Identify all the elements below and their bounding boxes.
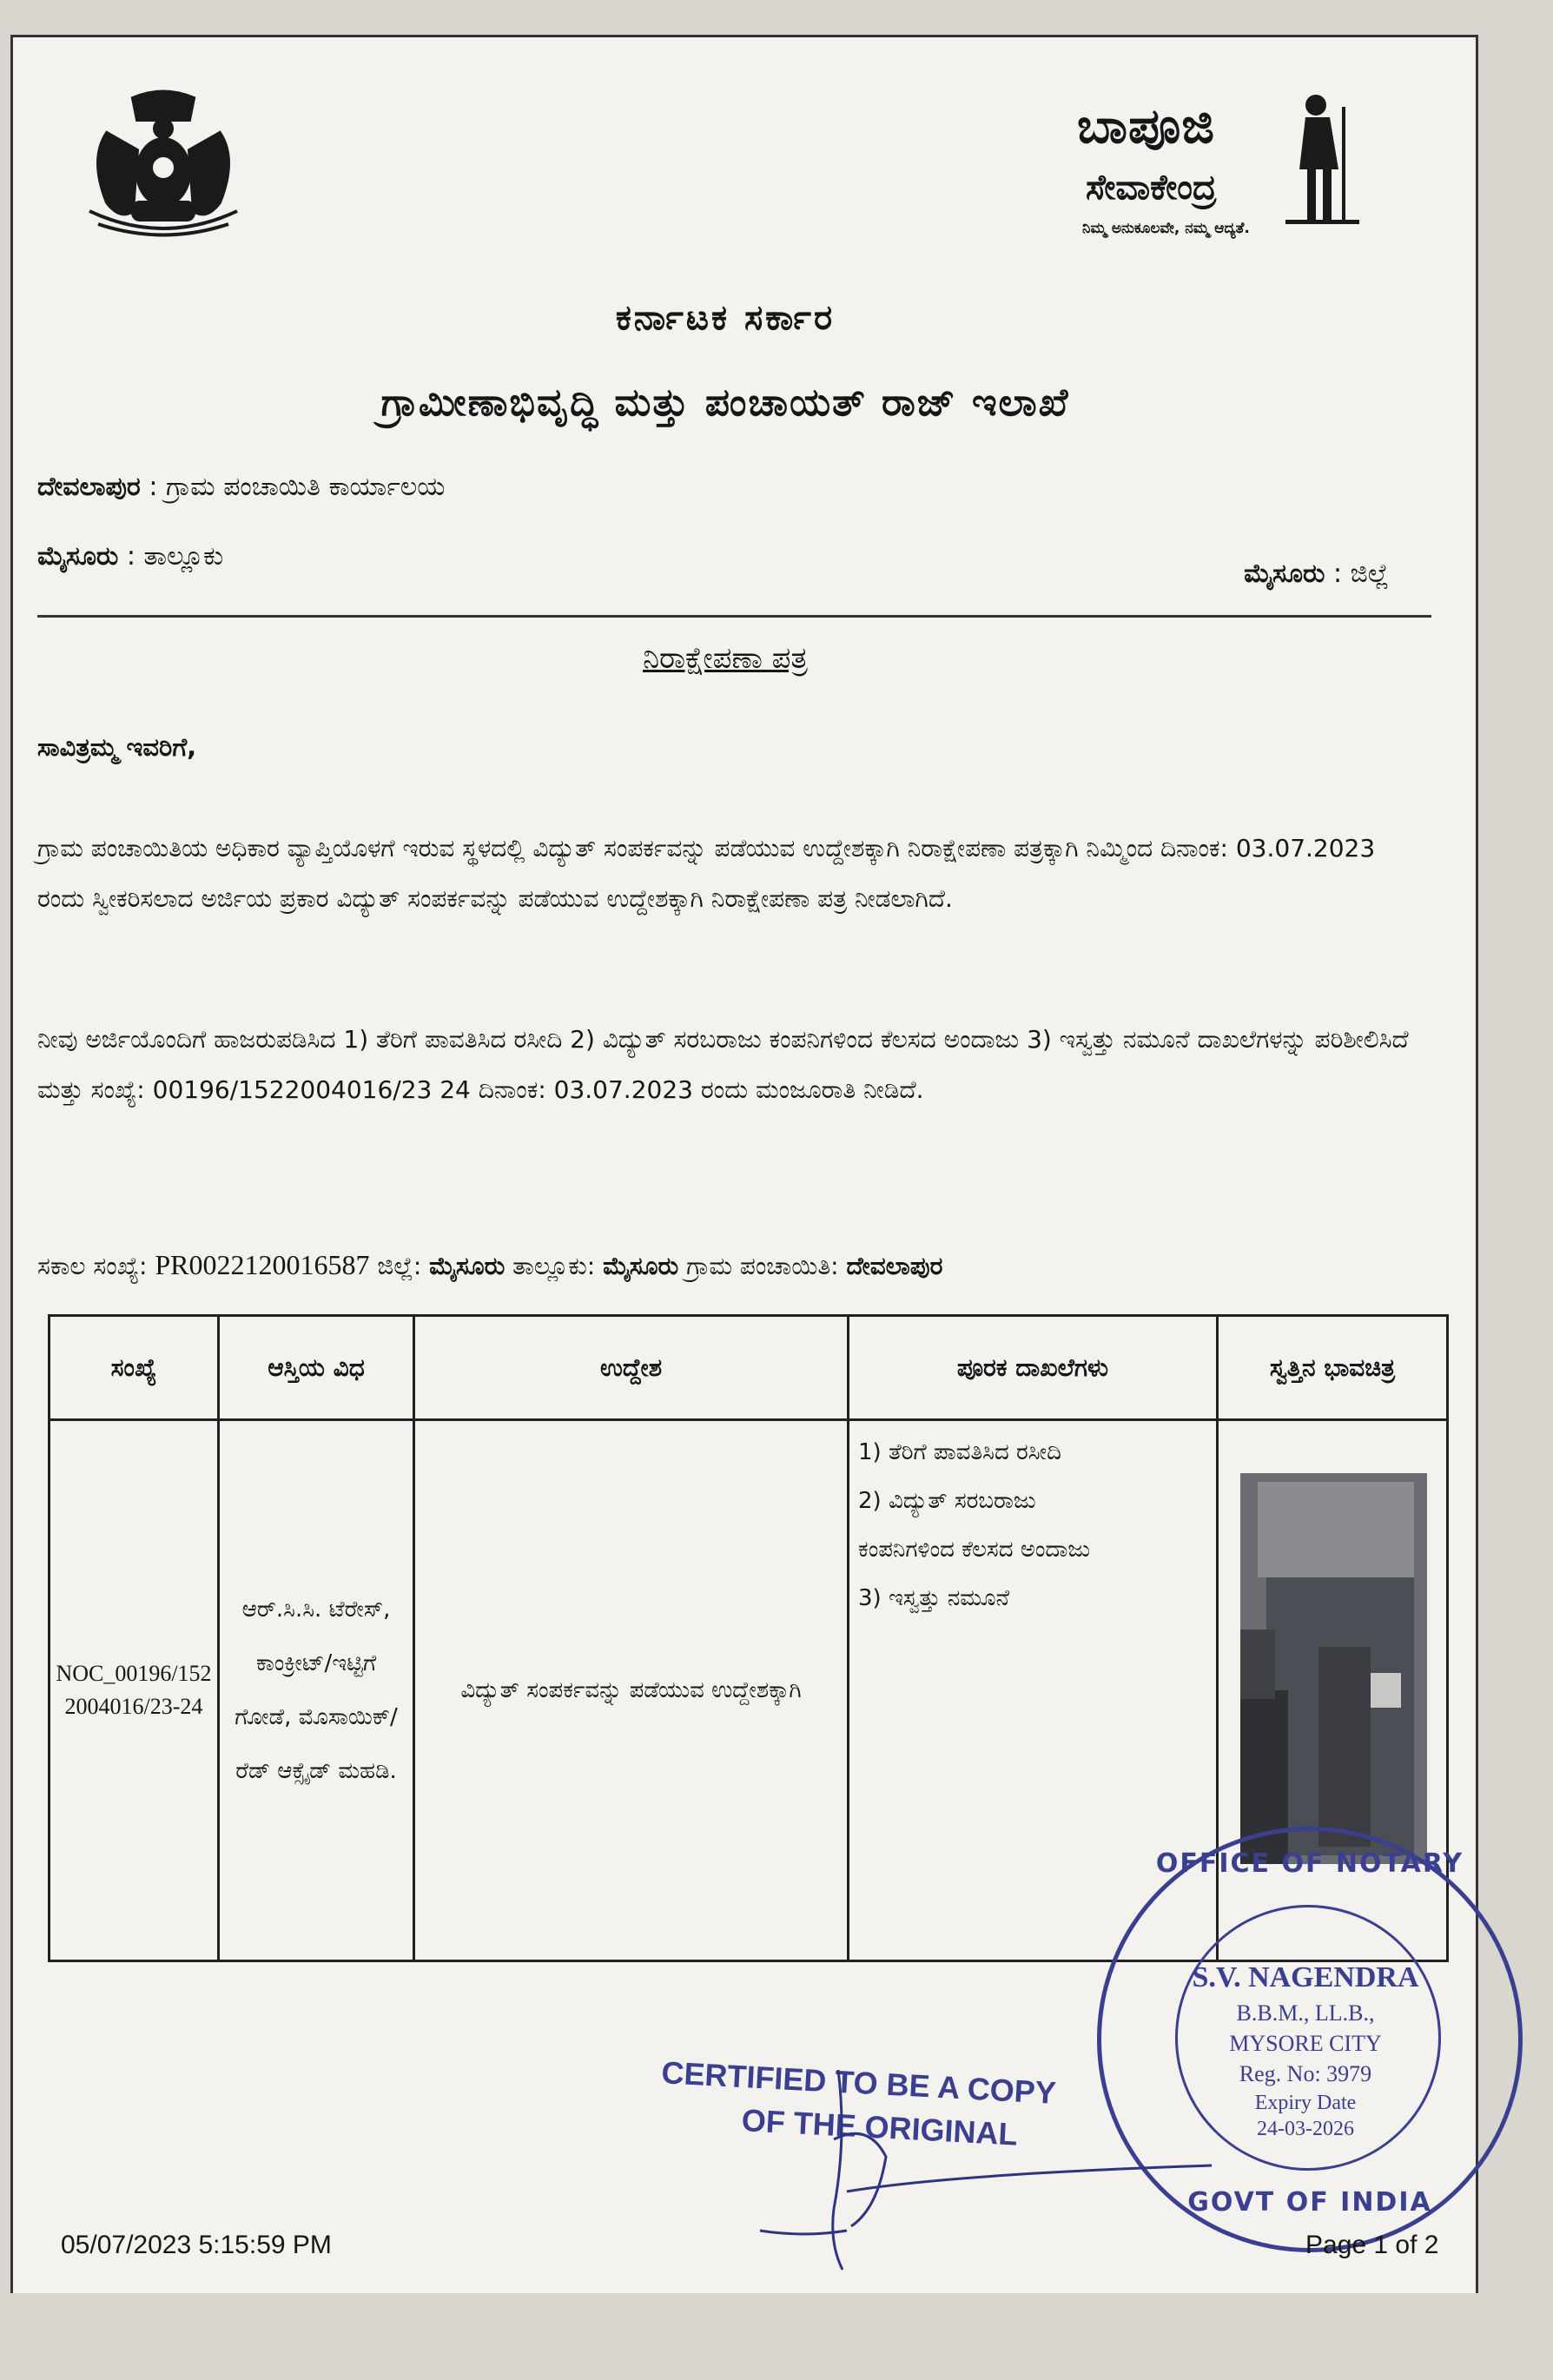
stamp-reg: Reg. No: 3979 [1239, 2061, 1372, 2086]
header-divider [37, 615, 1431, 618]
stamp-notary-name: S.V. NAGENDRA [1192, 1961, 1419, 1993]
sakala-district: ಮೈಸೂರು [429, 1252, 506, 1280]
document-item-2-cont: ಕಂಪನಿಗಳಿಂದ ಕೆಲಸದ ಅಂದಾಜು [858, 1537, 1091, 1563]
paragraph-1: ಗ್ರಾಮ ಪಂಚಾಯಿತಿಯ ಅಧಿಕಾರ ವ್ಯಾಪ್ತಿಯೊಳಗೆ ಇರುವ ಸ್ಥಳದಲ್ಲಿ ವಿದ್ಯುತ್ ಸಂಪರ್ಕವನ್ನು ಪಡೆಯುವ ಉದ್ದೇಶಕ್ಕಾಗಿ ನಿರಾಕ್ಷೇಪಣಾ ಪತ್ರಕ್ಕಾಗಿ ನಿಮ್ಮಿಂದ ದಿನಾಂಕ: 03.07.2023 ರಂದು ಸ್ವೀಕರಿಸಲಾದ ಅರ್ಜಿಯ ಪ್ರಕಾರ ವಿದ್ಯುತ್ ಸಂಪರ್ಕವನ್ನು ಪಡೆಯುವ ಉದ್ದೇಶಕ್ಕಾಗಿ ನಿರಾಕ್ಷೇಪಣಾ ಪತ್ರ ನೀಡಲಾಗಿದೆ. [37, 834, 1376, 913]
cert-line-1: CERTIFIED TO BE A COPY [660, 2054, 1057, 2111]
cell-documents [849, 1420, 1218, 1961]
table-header-row [50, 1316, 1448, 1420]
district-line [1244, 559, 1389, 589]
sakala-district-label: ಜಿಲ್ಲೆ: [369, 1252, 430, 1280]
paragraph-2: ನೀವು ಅರ್ಜಿಯೊಂದಿಗೆ ಹಾಜರುಪಡಿಸಿದ 1) ತೆರಿಗೆ ಪಾವತಿಸಿದ ರಸೀದಿ 2) ವಿದ್ಯುತ್ ಸರಬರಾಜು ಕಂಪನಿಗಳಿಂದ ಕೆಲಸದ ಅಂದಾಜು 3) ಇಸ್ವತ್ತು ನಮೂನೆ ದಾಖಲೆಗಳನ್ನು ಪರಿಶೀಲಿಸಿದೆ ಮತ್ತು ಸಂಖ್ಯೆ: 00196/1522004016/23 24 ದಿನಾಂಕ: 03.07.2023 ರಂದು ಮಂಜೂರಾತಿ ನೀಡಿದೆ. [37, 1025, 1409, 1104]
stamp-ring-bottom: GOVT OF INDIA [1187, 2187, 1432, 2218]
taluk-label: : ತಾಲ್ಲೂಕು [118, 541, 224, 572]
greeting: ಸಾವಿತ್ರಮ್ಮ ಇವರಿಗೆ, [37, 732, 197, 762]
cell-purpose: ವಿದ್ಯುತ್ ಸಂಪರ್ಕವನ್ನು ಪಡೆಯುವ ಉದ್ದೇಶಕ್ಕಾಗಿ [414, 1420, 849, 1961]
col-header-number: ಸಂಖ್ಯೆ [50, 1316, 219, 1420]
sakala-number: PR0022120016587 [155, 1249, 370, 1280]
sakala-gp: ದೇವಲಾಪುರ [846, 1252, 943, 1280]
gandhi-figure-icon [1281, 89, 1364, 228]
stamp-ring-top: OFFICE OF NOTARY [1155, 1848, 1464, 1879]
sakala-gp-label: ಗ್ರಾಮ ಪಂಚಾಯಿತಿ: [678, 1252, 847, 1280]
col-header-purpose: ಉದ್ದೇಶ [414, 1316, 849, 1420]
taluk-name: ಮೈಸೂರು [37, 541, 119, 572]
signature-icon [725, 2061, 1246, 2287]
col-header-property-type: ಆಸ್ತಿಯ ವಿಧ [219, 1316, 414, 1420]
building-photo-icon [1240, 1473, 1427, 1864]
bapuji-seva-kendra-logo [1077, 89, 1364, 289]
logo-line2: ಸೇವಾಕೇಂದ್ರ [1086, 168, 1217, 208]
document-item-2: 2) ವಿದ್ಯುತ್ ಸರಬರಾಜು [858, 1488, 1036, 1514]
taluk-line [37, 541, 223, 572]
department-heading: ಗ್ರಾಮೀಣಾಭಿವೃದ್ಧಿ ಮತ್ತು ಪಂಚಾಯತ್ ರಾಜ್ ಇಲಾಖೆ [380, 380, 1070, 425]
timestamp: 05/07/2023 5:15:59 PM [61, 2231, 332, 2259]
government-heading: ಕರ್ನಾಟಕ ಸರ್ಕಾರ [615, 298, 836, 338]
sakala-taluk: ಮೈಸೂರು [603, 1252, 679, 1280]
document-page [10, 35, 1478, 2293]
stamp-expiry: 24-03-2026 [1257, 2118, 1354, 2140]
cert-line-2: OF THE ORIGINAL [740, 2102, 1019, 2152]
col-header-photo: ಸ್ವತ್ತಿನ ಭಾವಚಿತ್ರ [1218, 1316, 1448, 1420]
logo-line1: ಬಾಪೂಜಿ [1077, 98, 1215, 155]
page-number: Page 1 of 2 [1305, 2231, 1439, 2259]
office-name: ದೇವಲಾಪುರ [37, 472, 141, 502]
sakala-label: ಸಕಾಲ ಸಂಖ್ಯೆ: [37, 1252, 155, 1280]
office-line [37, 472, 445, 502]
stamp-expiry-label: Expiry Date [1254, 2092, 1357, 2114]
cell-property-type: ಆರ್.ಸಿ.ಸಿ. ಟೆರೇಸ್, ಕಾಂಕ್ರೀಟ್/ಇಟ್ಟಿಗೆ ಗೋಡೆ, ಮೊಸಾಯಿಕ್/ರೆಡ್ ಆಕ್ಸೈಡ್ ಮಹಡಿ. [219, 1420, 414, 1961]
logo-tagline: ನಿಮ್ಮ ಅನುಕೂಲವೇ, ನಮ್ಮ ಆದ್ಯತೆ. [1082, 220, 1250, 237]
document-item-1: 1) ತೆರಿಗೆ ಪಾವತಿಸಿದ ರಸೀದಿ [858, 1439, 1061, 1465]
sakala-line [37, 1249, 1427, 1281]
property-photo [1240, 1473, 1427, 1864]
stamp-degree: B.B.M., LL.B., [1236, 2000, 1375, 2026]
karnataka-emblem-icon [72, 81, 254, 255]
cell-number: NOC_00196/1522004016/23-24 [50, 1420, 219, 1961]
document-title: ನಿರಾಕ್ಷೇಪಣಾ ಪತ್ರ [643, 641, 808, 676]
col-header-documents: ಪೂರಕ ದಾಖಲೆಗಳು [849, 1316, 1218, 1420]
district-name: ಮೈಸೂರು [1244, 559, 1325, 589]
district-label: : ಜಿಲ್ಲೆ [1325, 559, 1389, 589]
sakala-taluk-label: ತಾಲ್ಲೂಕು: [505, 1252, 604, 1280]
stamp-city: MYSORE CITY [1229, 2031, 1382, 2056]
document-item-3: 3) ಇಸ್ವತ್ತು ನಮೂನೆ [858, 1585, 1010, 1611]
office-label: : ಗ್ರಾಮ ಪಂಚಾಯಿತಿ ಕಾರ್ಯಾಲಯ [140, 472, 446, 502]
